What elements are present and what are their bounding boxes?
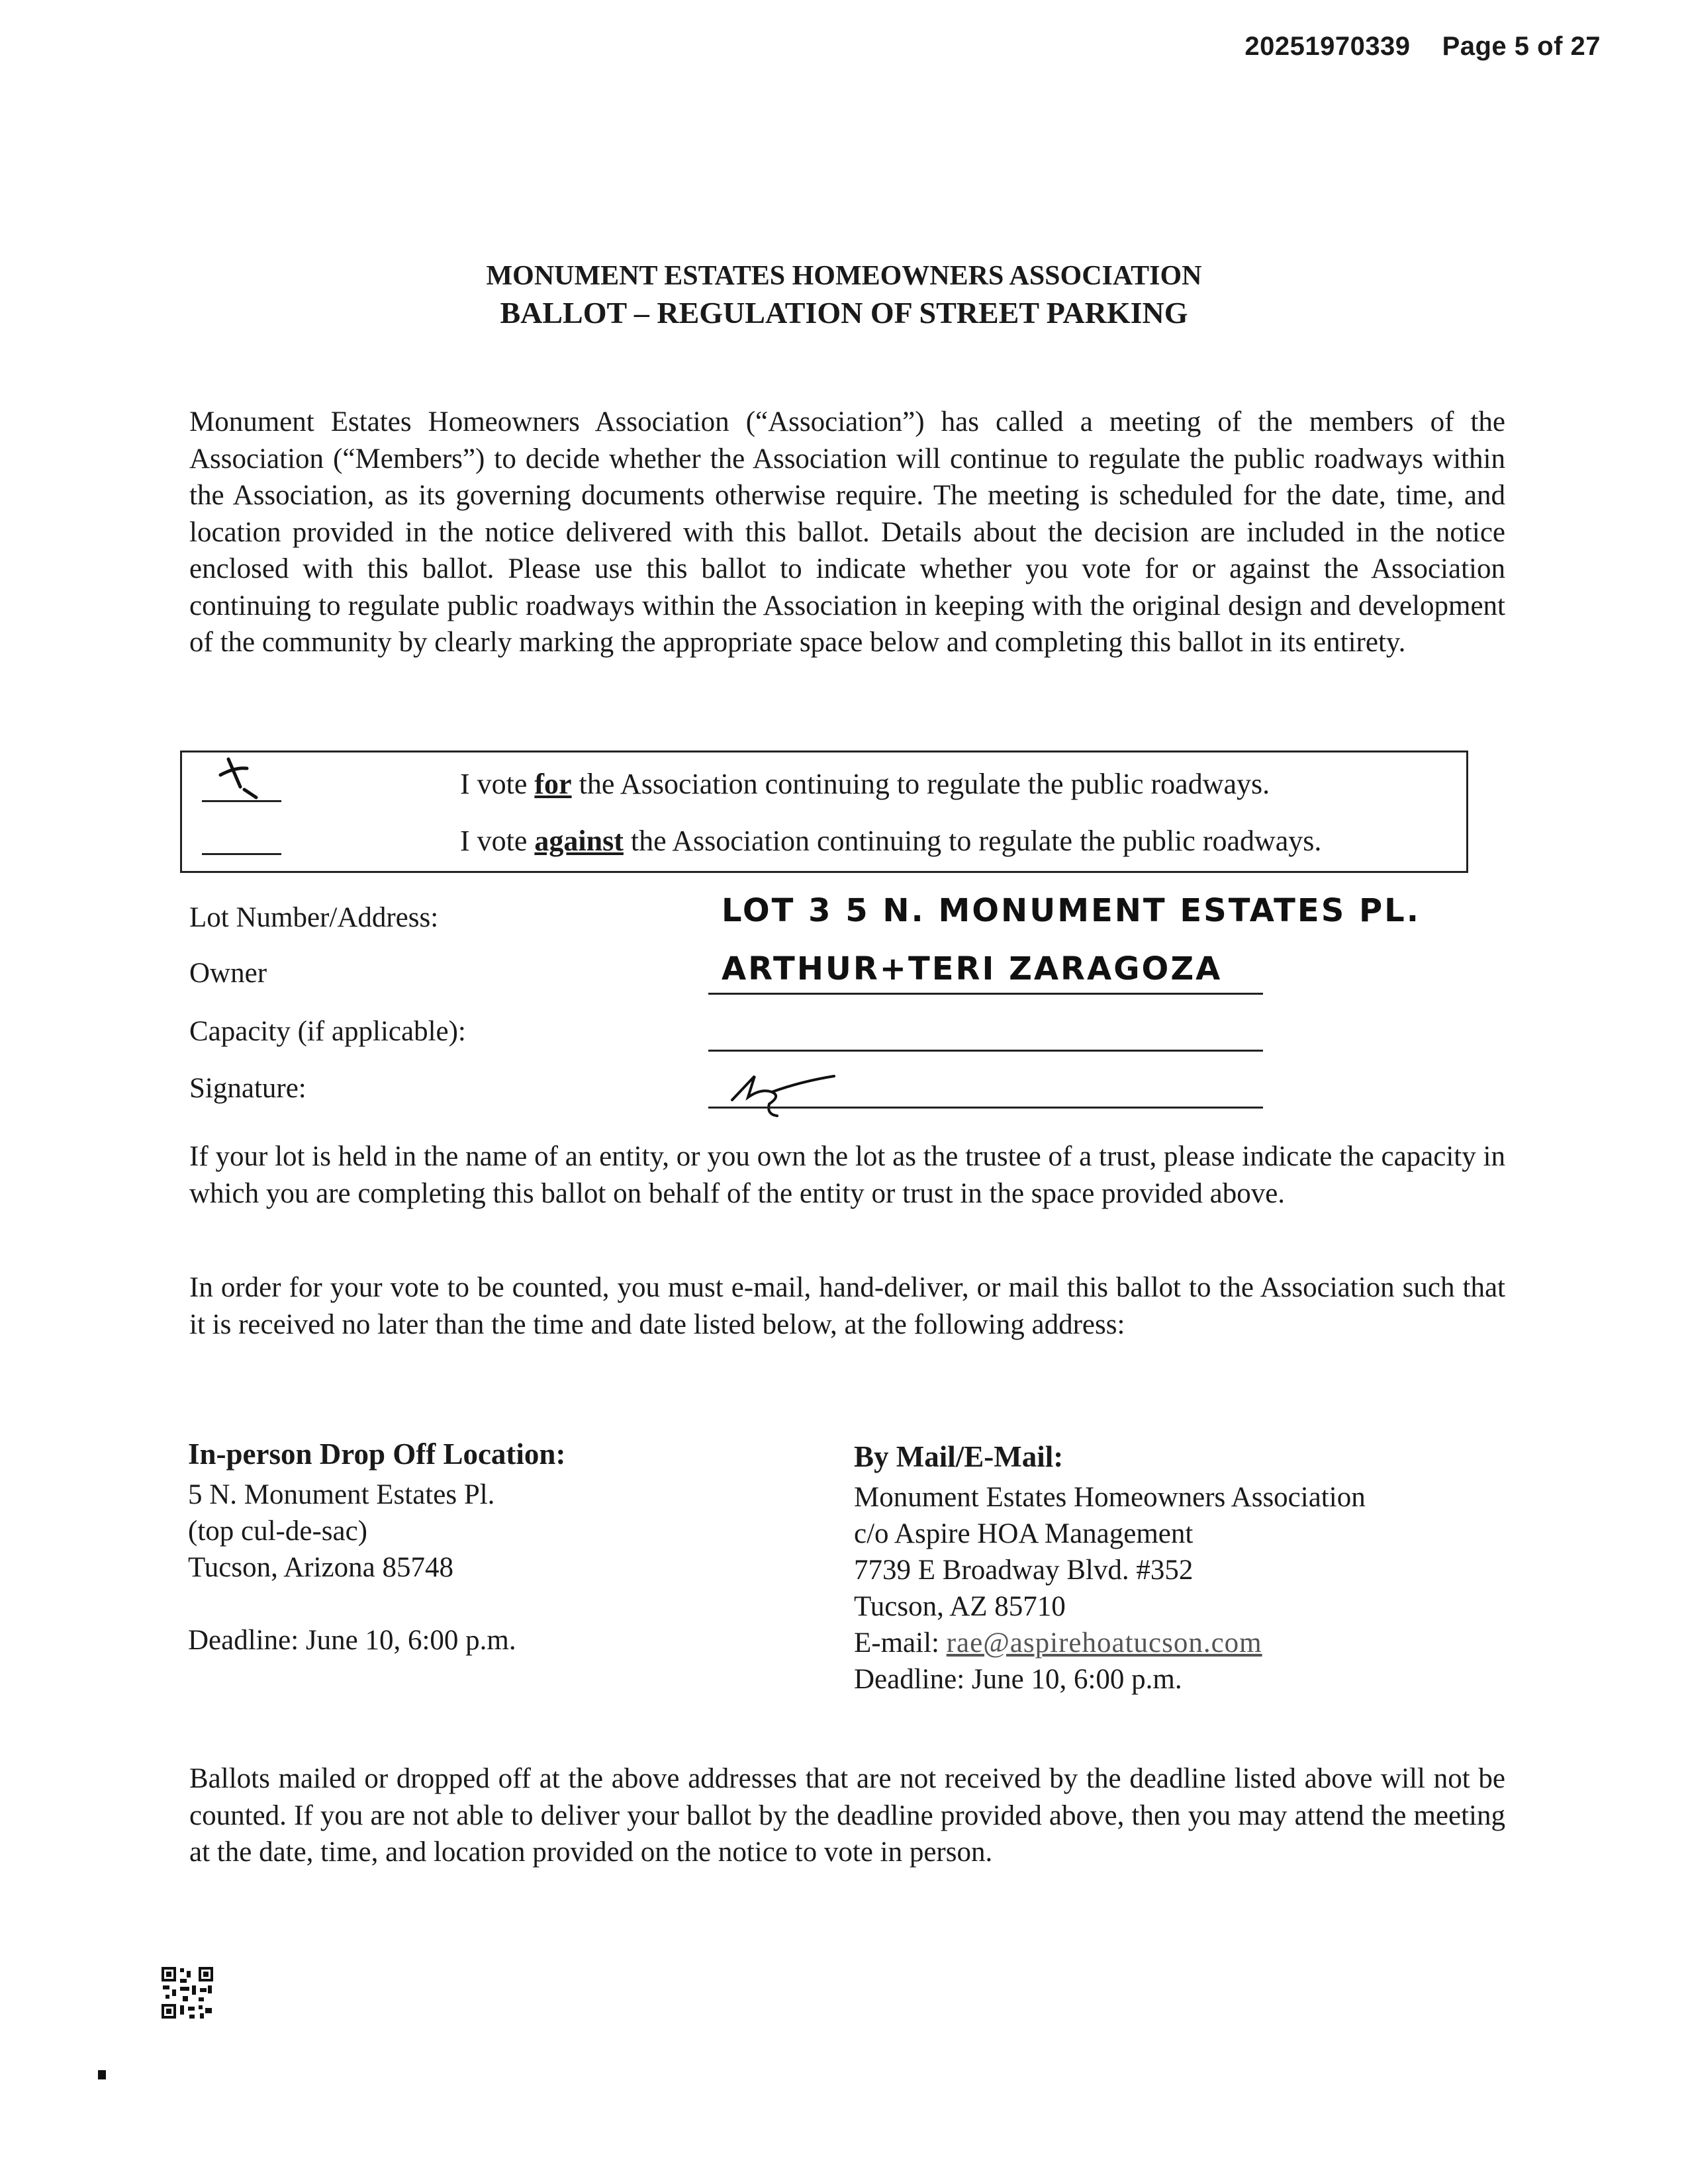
signature-label: Signature: xyxy=(189,1073,306,1104)
in-person-address-line: Tucson, Arizona 85748 xyxy=(188,1552,453,1583)
owner-label: Owner xyxy=(189,958,267,989)
document-number: 20251970339 xyxy=(1244,32,1411,61)
for-word: for xyxy=(534,768,572,800)
page-number: Page 5 of 27 xyxy=(1442,32,1601,61)
email-link[interactable]: rae@aspirehoatucson.com xyxy=(946,1627,1262,1659)
lot-value[interactable]: LOT 3 5 N. MONUMENT ESTATES PL. xyxy=(722,892,1421,929)
signature-mark xyxy=(708,1063,880,1122)
page-dot-mark xyxy=(98,2070,106,2079)
ballot-title: BALLOT – REGULATION OF STREET PARKING xyxy=(500,296,1188,330)
capacity-line xyxy=(708,1050,1263,1052)
owner-line xyxy=(708,993,1263,995)
closing-paragraph: Ballots mailed or dropped off at the above addresses that are not received by the deadline listed above will not be counted. If you are not able to deliver your ballot by the deadline provided above, then you may attend the meeting at the date, time, and location provided on the notice to vote in person. xyxy=(189,1763,1505,1868)
mail-address-line: Monument Estates Homeowners Association xyxy=(854,1482,1366,1513)
mail-address-line: 7739 E Broadway Blvd. #352 xyxy=(854,1555,1194,1586)
vote-for-option: I vote for the Association continuing to regulate the public roadways. xyxy=(460,768,1270,800)
capacity-label: Capacity (if applicable): xyxy=(189,1016,466,1047)
mail-address-line: Tucson, AZ 85710 xyxy=(854,1591,1066,1622)
mail-address-line: c/o Aspire HOA Management xyxy=(854,1518,1194,1549)
entity-note: If your lot is held in the name of an entity, or you own the lot as the trustee of a trust, please indicate the capacity in which you are completing this ballot on behalf of the entity or trust in the space provided above. xyxy=(189,1141,1505,1209)
owner-value[interactable]: ARTHUR+TERI ZARAGOZA xyxy=(722,950,1223,987)
mail-heading: By Mail/E-Mail: xyxy=(854,1440,1064,1473)
page-header xyxy=(1244,32,1601,62)
email-line: E-mail: rae@aspirehoatucson.com xyxy=(854,1627,1262,1659)
vote-for-blank[interactable] xyxy=(202,799,281,802)
qr-code-icon xyxy=(160,1966,214,2020)
delivery-note: In order for your vote to be counted, you must e-mail, hand-deliver, or mail this ballot to the Association such that it is received no later than the time and date listed below, at the following address: xyxy=(189,1272,1505,1340)
vote-for-mark xyxy=(209,755,268,801)
in-person-heading: In-person Drop Off Location: xyxy=(188,1437,566,1471)
in-person-address-line: (top cul-de-sac) xyxy=(188,1516,367,1547)
intro-paragraph: Monument Estates Homeowners Association (“Association”) has called a meeting of the members of the Association (“Members”) to decide whether the Association will continue to regulate the public roadways within the Association, as its governing documents otherwise require. The meeting is scheduled for the date, time, and location provided in the notice delivered with this ballot. Details about the decision are included in the notice enclosed with this ballot. Please use this ballot to indicate whether you vote for or against the Association continuing to regulate public roadways within the Association in keeping with the original design and development of the community by clearly marking the appropriate space below and completing this ballot in its entirety. xyxy=(189,406,1505,658)
lot-label: Lot Number/Address: xyxy=(189,902,439,933)
vote-against-option: I vote against the Association continuing to regulate the public roadways. xyxy=(460,825,1322,857)
mail-deadline: Deadline: June 10, 6:00 p.m. xyxy=(854,1664,1182,1695)
signature-line[interactable] xyxy=(708,1107,1263,1109)
against-word: against xyxy=(534,825,624,857)
in-person-deadline: Deadline: June 10, 6:00 p.m. xyxy=(188,1625,516,1656)
vote-against-blank[interactable] xyxy=(202,852,281,855)
mail-section xyxy=(854,1439,1366,1698)
in-person-section xyxy=(188,1436,565,1659)
ballot-choice-box xyxy=(180,751,1468,873)
association-title: MONUMENT ESTATES HOMEOWNERS ASSOCIATION xyxy=(486,261,1202,291)
in-person-address-line: 5 N. Monument Estates Pl. xyxy=(188,1479,495,1510)
